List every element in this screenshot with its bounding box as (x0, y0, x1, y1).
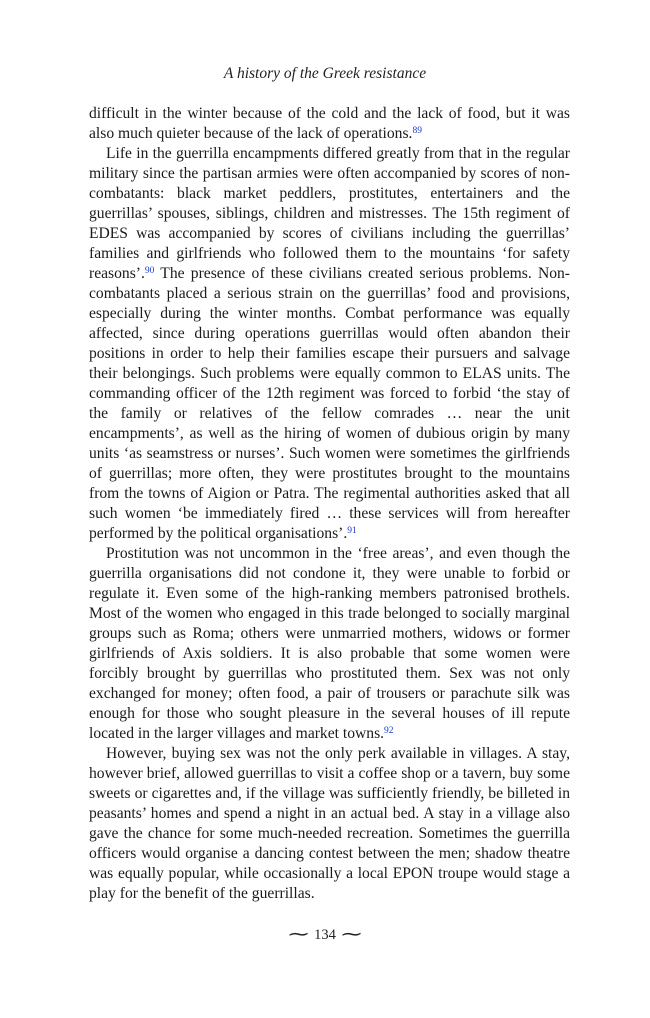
paragraph (89, 544, 570, 744)
footnote-reference[interactable]: 91 (347, 526, 357, 536)
page-number: 134 (314, 927, 336, 943)
paragraph-text: Prostitution was not uncommon in the ‘free areas’, and even though the guerrilla organisations did not condone it, they were unable to forbid or regulate it. Even some of the high-ranking members patronised brothels. Most of the women who engaged in this trade belonged to socially marginal groups such as Roma; others were unmarried mothers, widows or former girlfriends of Axis soldiers. It is also probable that some women were forcibly brought by guerrillas who prostituted them. Sex was not only exchanged for money; often food, a pair of trousers or parachute silk was enough for those who sought pleasure in the several houses of ill repute located in the larger villages and market towns. (89, 545, 570, 742)
footnote-reference[interactable]: 92 (384, 726, 394, 736)
paragraph (89, 144, 570, 544)
page-number-footer (0, 924, 650, 945)
paragraph-text: The presence of these civilians created serious problems. Non-combatants placed a serious strain on the guerrillas’ food and provisions, especially during the winter months. Combat performance was equally affected, since during operations guerrillas would often abandon their positions in order to help their families escape their pursuers and salvage their belongings. Such problems were equally common to ELAS units. The commanding officer of the 12th regiment was forced to forbid ‘the stay of the family or relatives of the fellow comrades … near the unit encampments’, as well as the hiring of women of dubious origin by many units ‘as seamstress or nurses’. Such women were sometimes the girlfriends of guerrillas; more often, they were prostitutes brought to the mountains from the towns of Aigion or Patra. The regimental authorities asked that all such women ‘be immediately fired … these services will from hereafter performed by the political organisations’. (89, 265, 570, 542)
paragraph (89, 744, 570, 904)
left-tilde-ornament: ∼ (286, 924, 311, 944)
paragraph-text: difficult in the winter because of the cold and the lack of food, but it was also much quieter because of the lack of operations. (89, 105, 570, 142)
footnote-reference[interactable]: 90 (144, 266, 155, 276)
body-text (89, 104, 570, 904)
paragraph-text: However, buying sex was not the only perk available in villages. A stay, however brief, allowed guerrillas to visit a coffee shop or a tavern, buy some sweets or cigarettes and, if the village was sufficiently friendly, be billeted in peasants’ homes and spend a night in an actual bed. A stay in a village also gave the chance for some much-needed recreation. Sometimes the guerrilla officers would organise a dancing contest between the men; shadow theatre was equally popular, while occasionally a local EPON troupe would stage a play for the benefit of the guerrillas. (89, 745, 570, 902)
right-tilde-ornament: ∼ (339, 924, 364, 944)
paragraph (89, 104, 570, 144)
footnote-reference[interactable]: 89 (412, 126, 422, 136)
paragraph-text: Life in the guerrilla encampments differed greatly from that in the regular military since the partisan armies were often accompanied by scores of non-combatants: black market peddlers, prostitutes, entertainers and the guerrillas’ spouses, siblings, children and mistresses. The 15th regiment of EDES was accompanied by scores of civilians including the guerrillas’ families and girlfriends who followed them to the mountains ‘for safety reasons’. (89, 145, 570, 282)
running-title: A history of the Greek resistance (223, 65, 427, 82)
